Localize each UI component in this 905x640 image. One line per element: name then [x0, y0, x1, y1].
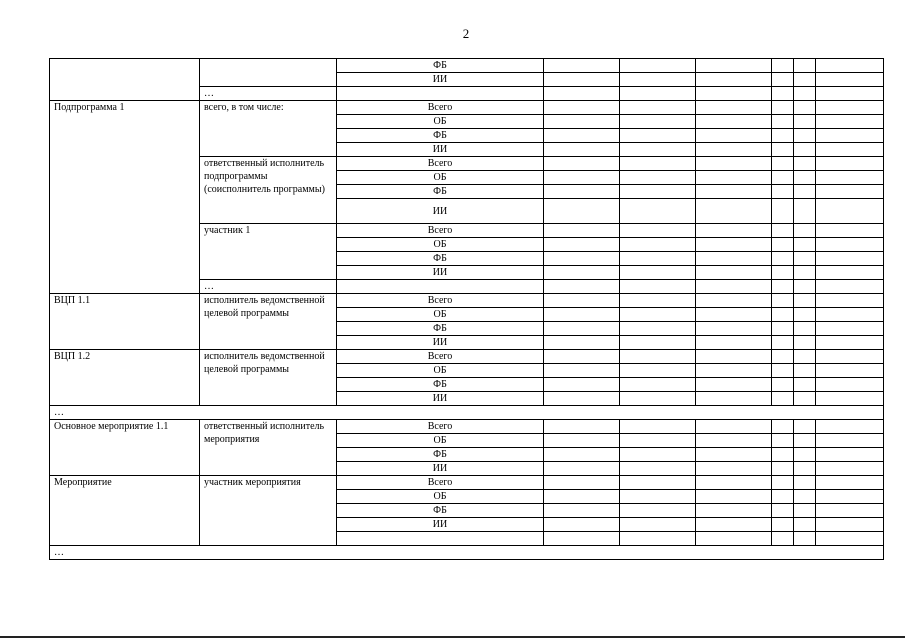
vcp-1-2-executor-label: исполнитель ведомственной целевой программы [200, 350, 337, 406]
table-row [50, 546, 884, 560]
source-fb: ФБ [337, 129, 544, 143]
total-incl-label: всего, в том числе: [200, 101, 337, 157]
ellipsis-cell: … [50, 546, 884, 560]
source-ii: ИИ [337, 266, 544, 280]
table-row [50, 59, 884, 73]
source-ii: ИИ [337, 518, 544, 532]
source-ob: ОБ [337, 434, 544, 448]
source-fb: ФБ [337, 252, 544, 266]
source-total: Всего [337, 157, 544, 171]
source-ob: ОБ [337, 364, 544, 378]
source-fb: ФБ [337, 185, 544, 199]
ellipsis-cell: … [50, 406, 884, 420]
source-ob: ОБ [337, 171, 544, 185]
cell-empty [50, 59, 200, 101]
source-ii: ИИ [337, 462, 544, 476]
table-row [50, 476, 884, 490]
page-number: 2 [462, 26, 470, 41]
source-ii: ИИ [337, 73, 544, 87]
source-ii: ИИ [337, 143, 544, 157]
source-ii: ИИ [337, 336, 544, 350]
table-row [50, 406, 884, 420]
table-row [50, 294, 884, 308]
source-ii: ИИ [337, 392, 544, 406]
source-fb: ФБ [337, 59, 544, 73]
cell-empty [200, 59, 337, 87]
table-row [50, 350, 884, 364]
source-total: Всего [337, 350, 544, 364]
source-total: Всего [337, 294, 544, 308]
main-event-executor-label: ответственный исполнитель мероприятия [200, 420, 337, 476]
source-ob: ОБ [337, 308, 544, 322]
ellipsis-cell: … [200, 87, 337, 101]
vcp-1-1-label: ВЦП 1.1 [50, 294, 200, 350]
source-ii: ИИ [337, 199, 544, 224]
source-total: Всего [337, 224, 544, 238]
budget-table [49, 58, 884, 560]
participant-1-label: участник 1 [200, 224, 337, 280]
source-ob: ОБ [337, 490, 544, 504]
ellipsis-cell: … [200, 280, 337, 294]
source-ob: ОБ [337, 238, 544, 252]
table-row [50, 101, 884, 115]
source-fb: ФБ [337, 504, 544, 518]
vcp-1-1-executor-label: исполнитель ведомственной целевой программы [200, 294, 337, 350]
source-fb: ФБ [337, 378, 544, 392]
main-event-label: Основное мероприятие 1.1 [50, 420, 200, 476]
event-participant-label: участник мероприятия [200, 476, 337, 546]
source-total: Всего [337, 476, 544, 490]
source-fb: ФБ [337, 322, 544, 336]
event-label: Мероприятие [50, 476, 200, 546]
responsible-subprogram-label: ответственный исполнитель подпрограммы (соисполнитель программы) [200, 157, 337, 224]
subprogram-1-label: Подпрограмма 1 [50, 101, 200, 294]
source-total: Всего [337, 101, 544, 115]
table-row [50, 420, 884, 434]
source-fb: ФБ [337, 448, 544, 462]
source-total: Всего [337, 420, 544, 434]
vcp-1-2-label: ВЦП 1.2 [50, 350, 200, 406]
source-ob: ОБ [337, 115, 544, 129]
page-bottom-edge [0, 636, 905, 638]
